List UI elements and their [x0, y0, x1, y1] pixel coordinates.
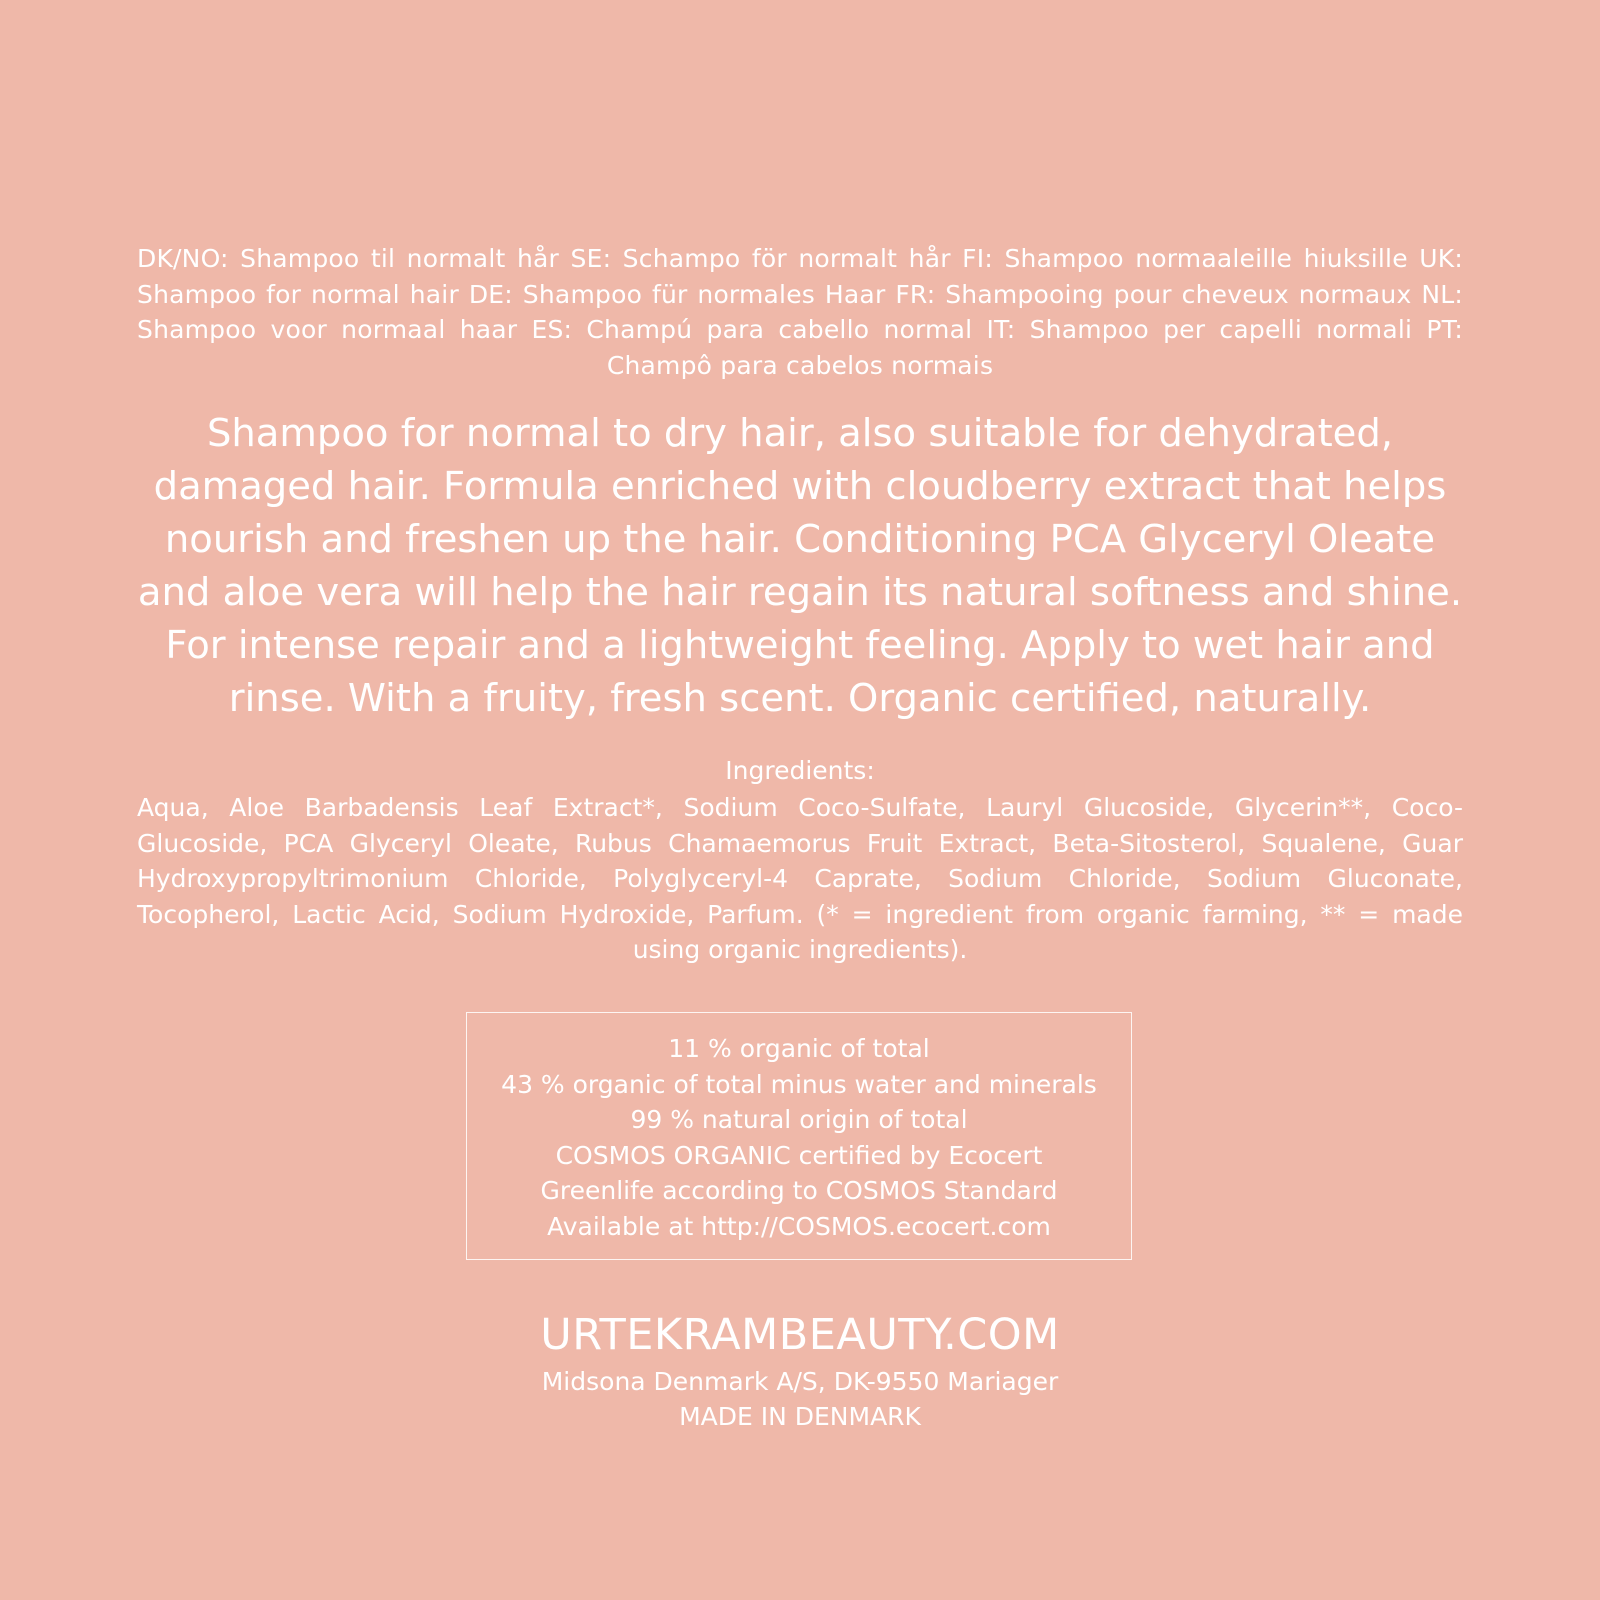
company-address: Midsona Denmark A/S, DK-9550 Mariager: [541, 1367, 1059, 1396]
cert-availability: Available at http://COSMOS.ecocert.com: [547, 1211, 1051, 1241]
cert-organic-minus-water: 43 % organic of total minus water and minerals: [501, 1069, 1097, 1099]
ingredients-list: Aqua, Aloe Barbadensis Leaf Extract*, Sodium Coco-Sulfate, Lauryl Glucoside, Glycerin**, Coco-Glucoside, PCA Glyceryl Oleate, Rubus Chamaemorus Fruit Extract, Beta-Sitosterol, Squalene, Guar Hydroxypropyltrimonium Chloride, Polyglyceryl-4 Caprate, Sodium Chloride, Sodium Gluconate, Tocopherol, Lactic Acid, Sodium Hydroxide, Parfum. (* = ingredient from organic farming, ** = made using organic ingredients).: [137, 793, 1463, 964]
brand-website: URTEKRAMBEAUTY.COM: [540, 1310, 1060, 1360]
cert-greenlife: Greenlife according to COSMOS Standard: [540, 1176, 1058, 1205]
made-in-label: MADE IN DENMARK: [679, 1402, 921, 1431]
product-name-translations: DK/NO: Shampoo til normalt hår SE: Schampo för normalt hår FI: Shampoo normaaleille hiuksille UK: Shampoo for normal hair DE: Shampoo für normales Haar FR: Shampooing pour cheveux normaux NL: Shampoo voor normaal haar ES: Champú para cabello normal IT: Shampoo per capelli normali PT: Champô para cabelos normais: [137, 244, 1463, 380]
cert-organic-total: 11 % organic of total: [668, 1034, 930, 1063]
product-description: Shampoo for normal to dry hair, also suitable for dehydrated, damaged hair. Formula enriched with cloudberry extract that helps nourish and freshen up the hair. Conditioning PCA Glyceryl Oleate and aloe vera will help the hair regain its natural softness and shine. For intense repair and a lightweight feeling. Apply to wet hair and rinse. With a fruity, fresh scent. Organic certified, naturally.: [137, 411, 1463, 721]
cert-natural-origin: 99 % natural origin of total: [630, 1105, 968, 1134]
certification-box: [466, 1012, 1132, 1260]
ingredients-heading: Ingredients:: [725, 756, 875, 785]
cert-cosmos-organic: COSMOS ORGANIC certified by Ecocert: [555, 1140, 1043, 1170]
